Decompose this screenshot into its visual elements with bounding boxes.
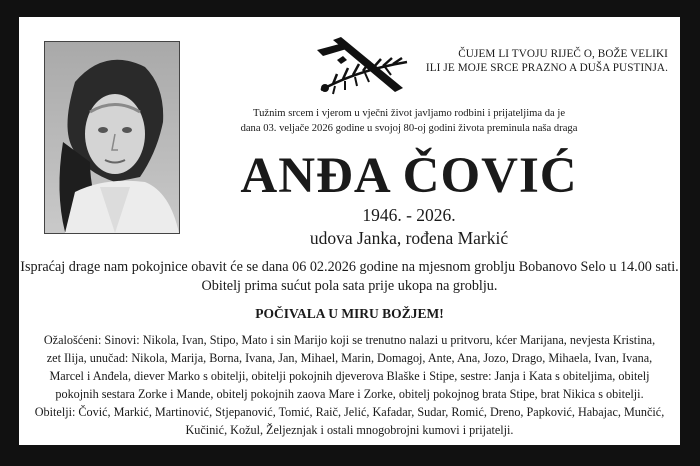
intro-line-1: Tužnim srcem i vjerom u vječni život javljamo rodbini i prijateljima da je xyxy=(252,108,566,119)
funeral-line-2: Obitelj prima sućut pola sata prije ukopa na groblju. xyxy=(201,278,498,294)
mourners-line-4: pokojnih sestara Zorke i Mande, obitelj pokojnih zaova Mare i Zorke, obitelj pokojnog brata Stipe, brat Nikica s obitelji. xyxy=(55,387,644,401)
funeral-info xyxy=(19,258,680,296)
quote-line-1: ČUJEM LI TVOJU RIJEČ O, BOŽE VELIKI xyxy=(458,48,668,60)
mourners-line-2: zet Ilija, unučad: Nikola, Marija, Borna, Ivana, Jan, Mihael, Marin, Domagoj, Ante, Ana, Jozo, Drago, Mihaela, Ivan, Ivana, xyxy=(46,351,653,365)
mourners-line-5: Obitelji: Čović, Markić, Martinović, Stjepanović, Tomić, Raič, Jelić, Kafadar, Sudar, Romić, Dreno, Papković, Habajac, Munčić, xyxy=(34,405,665,419)
rest-in-peace: POČIVALA U MIRU BOŽJEM! xyxy=(255,306,444,321)
mourners-line-3: Marcel i Anđela, diever Marko s obitelji, obitelji pokojnih djeverova Blaške i Stipe, sestre: Janja i Kata s obiteljima, obitelj xyxy=(49,369,650,383)
quote xyxy=(418,47,668,75)
deceased-name: ANĐA ČOVIĆ xyxy=(240,148,578,204)
cross-with-palm-icon xyxy=(303,36,415,96)
funeral-line-1: Ispraćaj drage nam pokojnice obavit će se dana 06 02.2026 godine na mjesnom groblju Bobanovo Selo u 14.00 sati. xyxy=(20,259,679,275)
announcement-intro xyxy=(199,106,619,136)
portrait-photo xyxy=(44,41,180,234)
mourners-line-1: Ožalošćeni: Sinovi: Nikola, Ivan, Stipo, Mato i sin Marijo koji se trenutno nalazi u pritvoru, kćer Marijana, nevjesta Kristina, xyxy=(43,333,656,347)
deceased-subtitle: udova Janka, rođena Markić xyxy=(309,228,509,248)
intro-line-2: dana 03. veljače 2026 godine u svojoj 80-oj godini života preminula naša draga xyxy=(240,123,578,134)
quote-line-2: ILI JE MOJE SRCE PRAZNO A DUŠA PUSTINJA. xyxy=(425,62,668,74)
obituary-card xyxy=(19,17,680,445)
life-dates: 1946. - 2026. xyxy=(362,205,456,225)
mourners-line-6: Kučinić, Kožul, Željeznjak i ostali mnogobrojni kumovi i prijatelji. xyxy=(185,423,514,437)
mourners-list xyxy=(24,331,675,439)
